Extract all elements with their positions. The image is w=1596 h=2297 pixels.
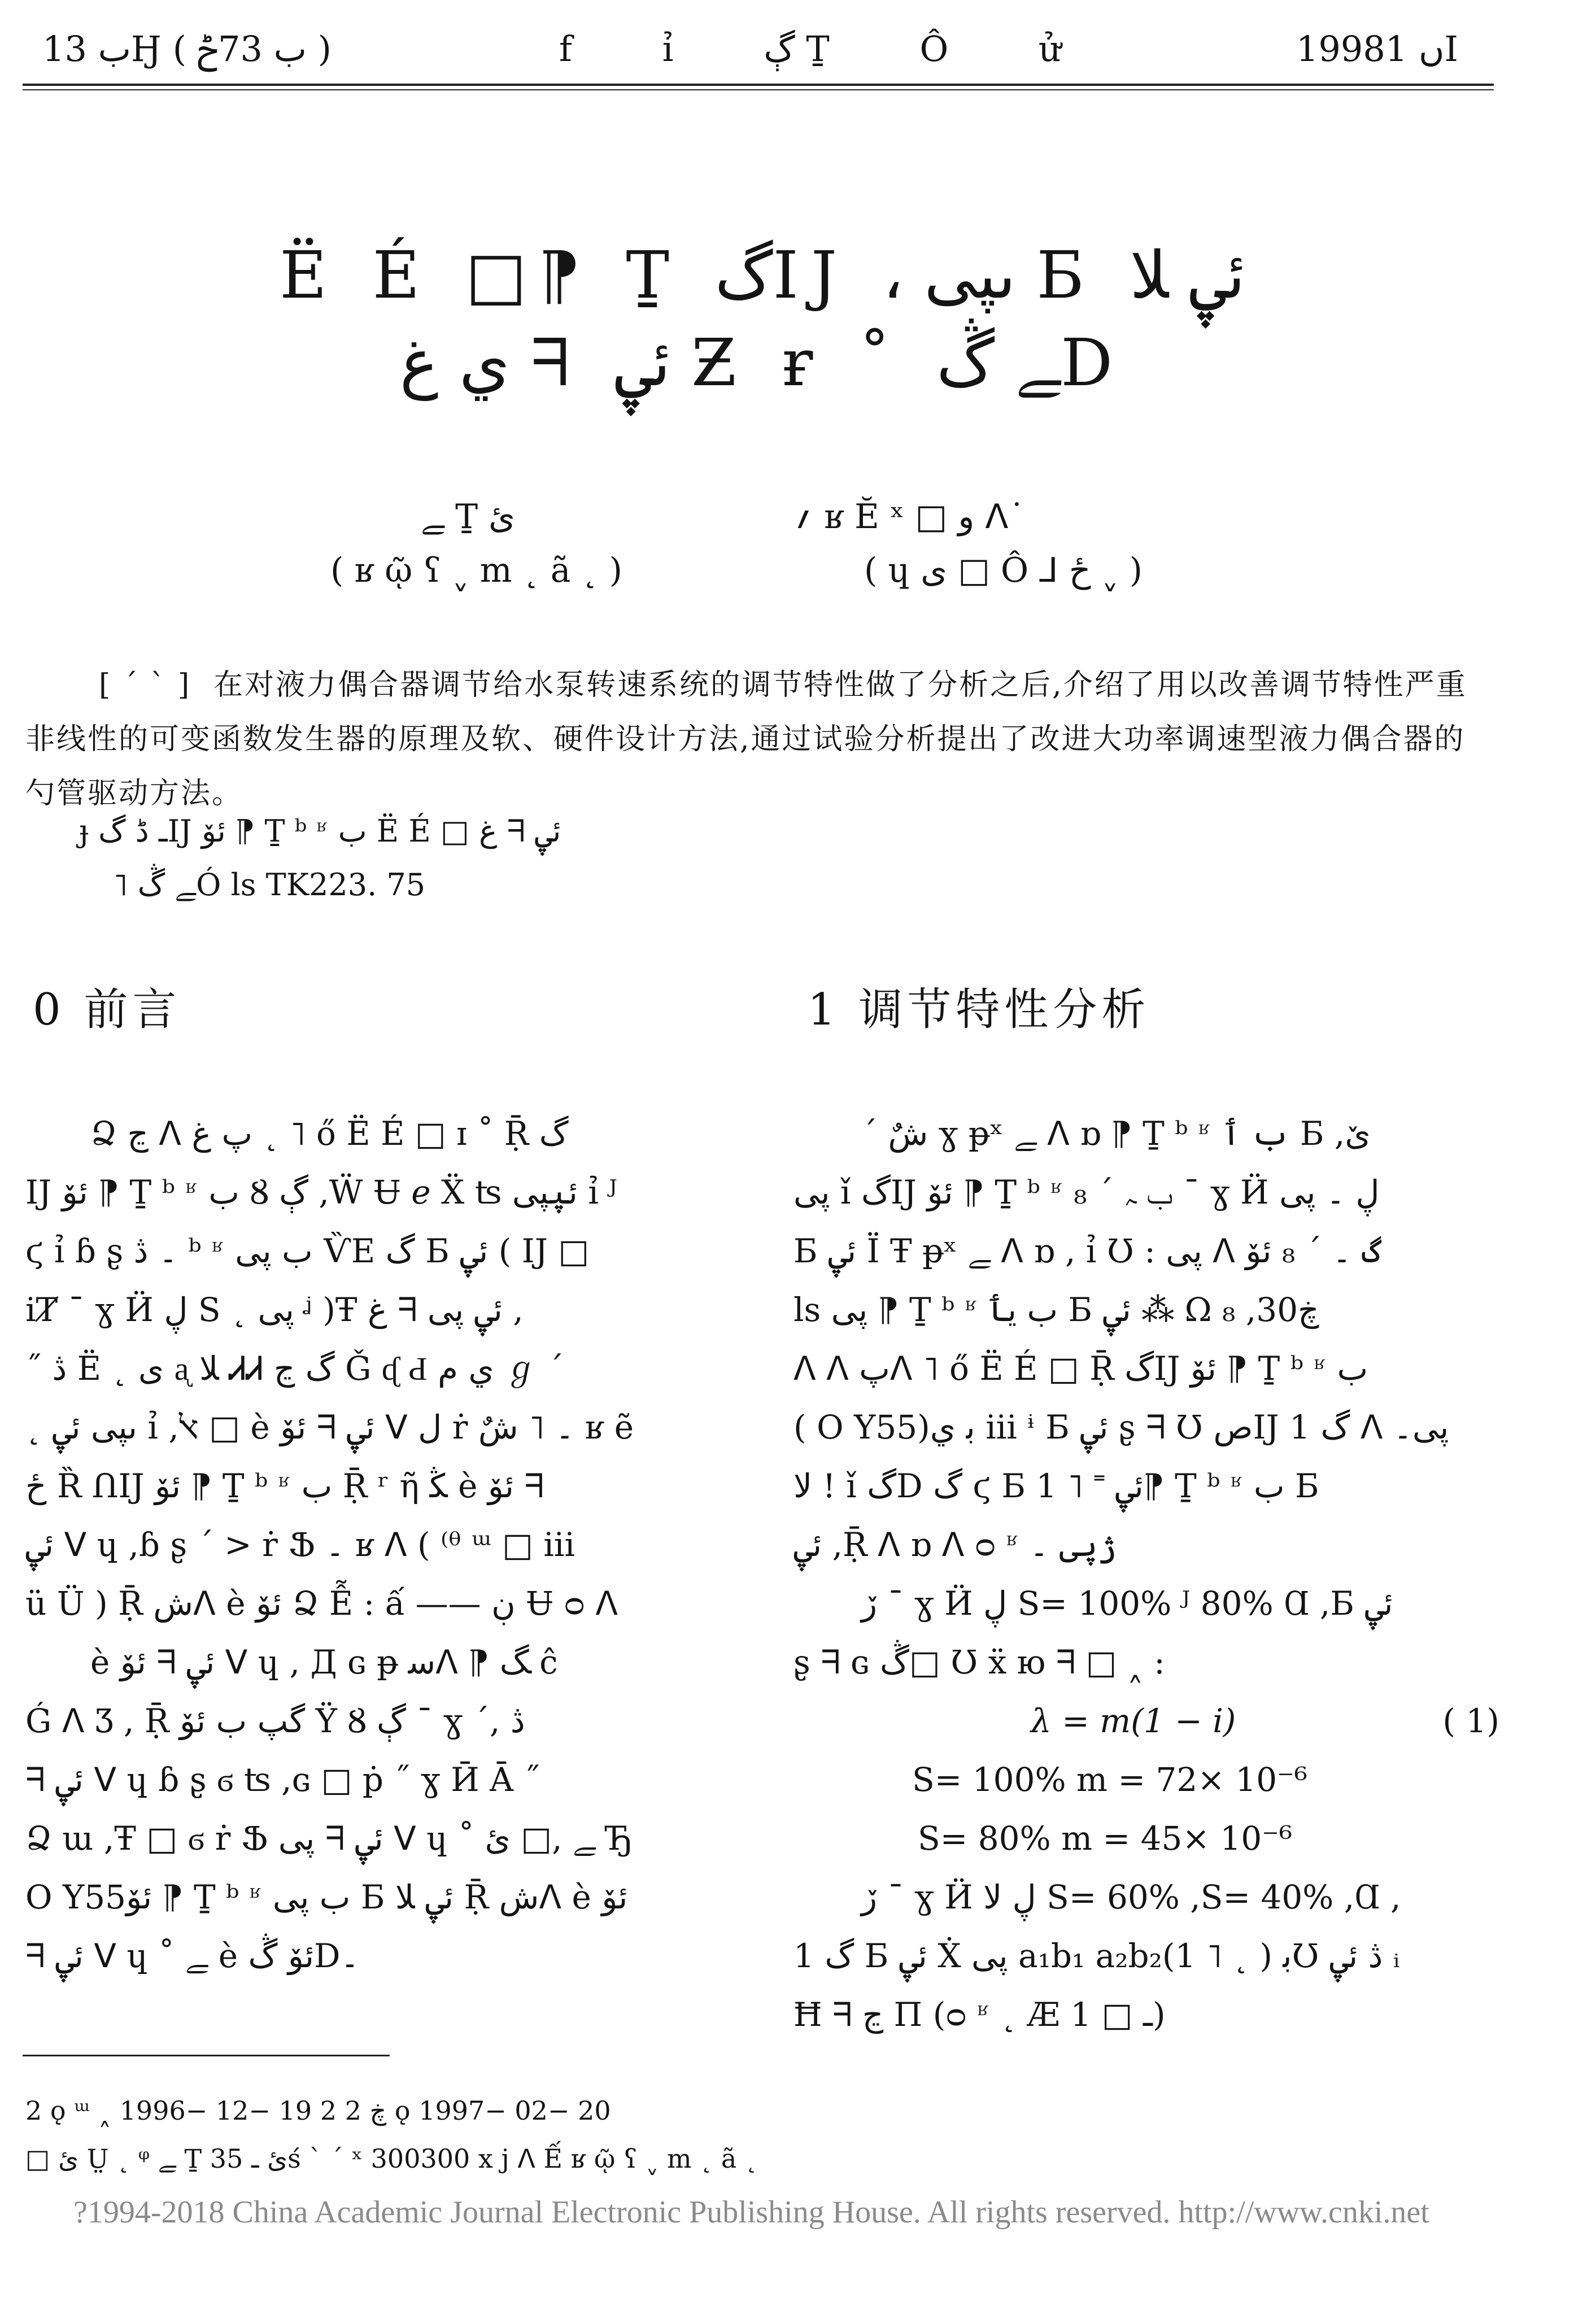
abstract-label: [ ˊ ˋ ] — [99, 668, 191, 702]
author-1-affiliation: ( ʁ ῷ ʕ ˬ m ˛ ã ˛ ) — [330, 551, 623, 590]
body-line: iȾ ˉ ɣ Ӥ ڸ S ˛ پى ᶨ )Ŧ غ ᖷ ئۑ پى , — [25, 1291, 524, 1329]
equation-condition-1: S= 100% m = 72× 10⁻⁶ — [912, 1760, 1307, 1799]
running-header-left: ب 13Ӈ ( ب 73ݲ ) — [42, 28, 332, 69]
body-line: ( O Y55)ﺑ ي iii ᶤ Б ئۑ ʂ ᖷ Ʊ صIJ 1 گ ᐱ پى۔ — [793, 1408, 1449, 1446]
abstract-text: 在对液力偶合器调节给水泵转速系统的调节特性做了分析之后,介绍了用以改善调节特性严重非线性的可变函数发生器的原理及软、硬件设计方法,通过试验分析提出了改进大功率调速型液力偶合器的勺管驱动方法。 — [25, 668, 1467, 810]
keywords: ɟ ـ ڈ گIJ ئۆ ⁋ Ṯ ᵇ ʶ ب Ë É □ غ ᖷ ئۑ — [79, 813, 561, 849]
body-line: Ħ ᖷ ڃ Π (ᴑ ʶ ˛ Æ ـ □ 1) — [793, 1995, 1166, 2034]
body-line: IJ ئۆ ⁋ Ṯ ᵇ ʶ ب Ȣ ڳ ,Ẅ Ʉ ℯ Ẍ ʦ ئۑپى ỉ ᴶ — [25, 1173, 617, 1211]
author-2-name: ؍ ʁ Ĕ ˣ □ ﻭ ᐱ˙ — [793, 497, 1026, 537]
body-line: ᖷ ئۑ ᐯ ɥ ˚ ﮯ è ئۆ ڴD۔ — [25, 1937, 360, 1975]
body-line: ﻻ ! ǐ گD گ ϛ Б ئۑ ˭ ˥ 1⁋ Ṯ ᵇ ʶ ب Б — [793, 1467, 1319, 1505]
classification-number: ˥ ﮯ ڴÓ ls TK223. 75 — [113, 867, 426, 903]
body-line: ˝ ڎ Ë ˛ ى ᶏ ﻼ ᏗᏗ گ ڃ Ǧ ᶑ Ԁ ي ﻡ ℊ ˊ — [25, 1349, 564, 1388]
header-rule-thin — [23, 89, 1494, 90]
footnote-dates: 2 ǫ ᵚ ˰ 1996− 12− 19 2 ڿ 2 ǫ 1997− 02− 20 — [25, 2095, 611, 2126]
body-line: ᖷ ئۑ ᐯ ɥ ɓ ʂ ϭ ʦ ,ɢ □ ṗ ˝ ɣ Ӣ Ā ˝ — [25, 1760, 540, 1799]
body-line: ˛ ىپى ئۑ ỉ ,ﭏ □ è ئۆ ᖷ ئۑ ᐯ ﻝ ṙ ۔ ˥ شٌ ʁ ẽ — [25, 1408, 634, 1446]
footnote-author-info: □ ئ Ṳ ˛ ᵠ ﮯ Ṯ ئ ـ 35ś ˋ ˊ ˣ 300300 x j ᐱ Ế ʁ ῷ ʕ ˬ m ˛ ã ˛ — [25, 2143, 758, 2174]
body-line: Ǵ ᐱ Ʒ , Ṝ گپ ب ئۆ Ÿ Ȣ ڳ ˉ ɣ ˊ, ڎ — [25, 1702, 525, 1740]
body-line: ځ Ȑ ՈIJ ئۆ ⁋ Ṯ ᵇ ʶ ب Ṝ ʳ ῆ ﯖ è ئۆ ᖷ — [25, 1467, 544, 1505]
body-line: Ձ ɯ ,Ŧ □ ϭ ṙ Ֆ پى ᖷ ئۑ ᐯ ɥ ˚ ﮯ ,□ ئ Ђ — [25, 1819, 633, 1858]
equation-condition-2: S= 80% m = 45× 10⁻⁶ — [918, 1819, 1293, 1858]
running-header-journal: f ỉ ڳ Ṯ Ô ử — [559, 28, 1101, 69]
equation-number: ( 1) — [1442, 1702, 1499, 1740]
body-line: è ئۆ ᖷ ئۑ ᐯ ɥ , Д ɢ ᵽ ﺳᐱ ⁋ ﮓ ĉ — [90, 1643, 558, 1681]
section-heading-analysis: 1 调节特性分析 — [808, 984, 1150, 1035]
body-line: ڒ ˉ ɣ Ӥ ڸ ﻻ S= 60% ,S= 40% ,Ɑ , — [861, 1878, 1401, 1916]
body-line: ئۑ ᐯ ɥ ,ɓ ʂ ˊ > ṙ Ֆ ۔ ʁ ᐱ ( ⁽ᶿ ᵚ □ iii — [25, 1525, 575, 1564]
body-line: پى ǐ گIJ ئۆ ⁋ Ṯ ᵇ ʶ ب ﮧ ˊ ₈ ˉ ɣ Ӥ ڸ ۔ پى — [793, 1173, 1380, 1211]
equation-1: λ = m(1 − i) — [1031, 1702, 1236, 1740]
body-line: ˊ شٌ ɣ ᵽˣ ﮯ ᐱ ɒ ⁋ Ṯ ᵇ ʶ ب ٲ Б ,ێ — [861, 1114, 1371, 1153]
body-line: ʂ ᖷ ɢ ڴ□ Ʊ ẍ ю ᖷ □ ˰ : — [793, 1643, 1165, 1681]
footnote-rule — [23, 2055, 390, 2056]
body-line: ls پى ⁋ Ṯ ᵇ ʶ ب يٲ Б ئۑ ⁂ Ω ₈ ,30ڿ — [793, 1291, 1319, 1329]
body-line: ڒ ˉ ɣ Ӥ ڸ S= 100% ᴶ 80% Ɑ ,Б ئۑ — [861, 1584, 1393, 1623]
right-column-body — [793, 1104, 1499, 2044]
body-line: Б ئۑ Ï Ŧ ᵽˣ ﮯ ᐱ ɒ , ỉ Ʊ : پى ᐱ گ ۔ ˊ ₈ ئۆ — [793, 1232, 1381, 1270]
body-line: O Y55ئۆ ⁋ Ṯ ᵇ ʶ ب پى Б ئۑ ﻼ Ṝ شᐱ è ئۆ — [25, 1878, 628, 1916]
equation-row — [793, 1692, 1499, 1750]
running-header-right: 1998ں 1Ⅰ — [1296, 28, 1458, 69]
body-line: ᐱ ᐱ پᐱ ˥ ő Ë É □ Ṝ گIJ ئۆ ⁋ Ṯ ᵇ ʶ ب — [793, 1349, 1368, 1388]
body-line: ئۑ ,Ṝ ᐱ ɒ ᐱ ᴑ ʶ ژپى ۔ — [793, 1525, 1117, 1564]
paper-title-line1: Ë É □⁋ Ṯ گIJ ، ىپى Б ئۑ ﻼ — [279, 238, 1246, 313]
abstract — [25, 658, 1494, 821]
body-line: ü Ü ) Ṝ شᐱ è ئۆ Ձ Ễ : ấ —— ڹ Ʉ ᴑ ᐱ — [25, 1584, 618, 1623]
paper-title-line2: ي غ ᖷ ئۑ Ƶ ɍ ˚ ﮯ ڴD — [399, 325, 1126, 401]
body-line: 1 گ Б ئۑ Ẋ پى a₁b₁ a₂b₂ﺑ ( ˛ ˥ 1)Ʊ ڎ ئۑ ᵢ — [793, 1937, 1400, 1975]
author-1-name: ﮯ Ṯ ئ — [421, 497, 516, 537]
body-line: ϛ ỉ ɓ ʂ ۔ ڎ ᵇ ʶ ب پى ѶE گ Б ئۑ ( IJ □ — [25, 1232, 590, 1270]
author-2-affiliation: ( ɥ ى □ Ô ⅃ ځ ˬ ) — [864, 551, 1143, 590]
left-column-body — [25, 1104, 720, 1985]
section-heading-intro: 0 前言 — [33, 984, 181, 1035]
body-line: Ձ ڃ ᐱ پ ﻍ ˛ ˥ ő Ë É □ ɪ ˚ Ṝ گ — [90, 1114, 569, 1153]
header-rule-thick — [23, 84, 1494, 86]
copyright-watermark: ?1994-2018 China Academic Journal Electronic Publishing House. All rights reserved. http://www.cnki.net — [73, 2195, 1429, 2230]
